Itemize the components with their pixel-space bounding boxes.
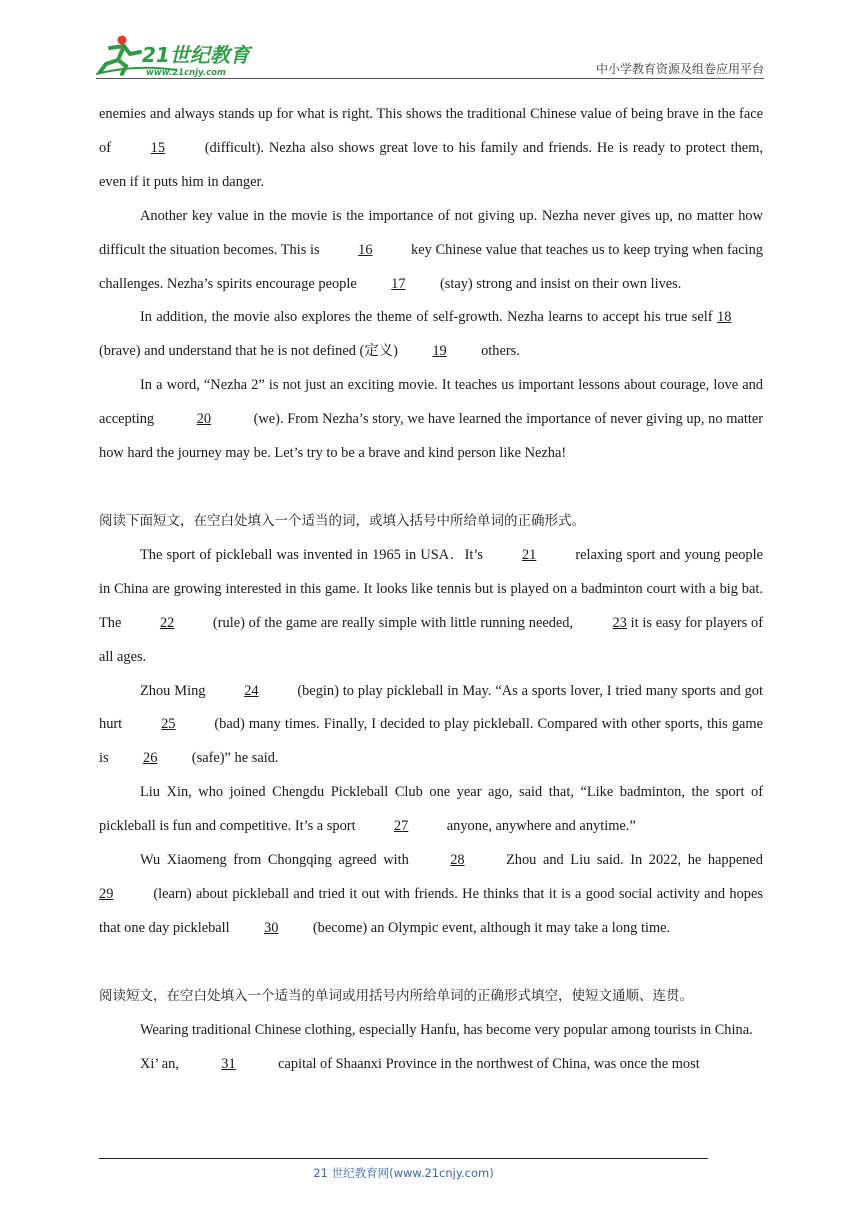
blank-17: 17 xyxy=(391,275,406,292)
blank-29: 29 xyxy=(99,885,114,902)
blank-16: 16 xyxy=(358,241,373,258)
blank-24: 24 xyxy=(244,682,259,699)
footer-divider xyxy=(99,1158,708,1159)
blank-21: 21 xyxy=(521,546,537,563)
paragraph: The sport of pickleball was invented in 1965 in USA．It’s 21 relaxing sport and young people in China are growing interested in this game. It looks like tennis but is played on a badminton court with a big bat. The 22 (rule) of the game are really simple with little running needed, 23 it is easy for players of all ages. xyxy=(99,539,763,675)
paragraph: In a word, “Nezha 2” is not just an exciting movie. It teaches us important lessons about courage, love and accepting 20 (we). From Nezha’s story, we have learned the importance of never giving up, no matter how hard the journey may be. Let’s try to be a brave and kind person like Nezha! xyxy=(99,377,764,462)
paragraph: In addition, the movie also explores the theme of self-growth. Nezha learns to accept his true self 18 (brave) and understand that he is not defined (定义) 19 others. xyxy=(99,301,763,369)
blank-20: 20 xyxy=(196,411,212,428)
page-content xyxy=(99,98,763,1081)
logo-url: www.21cnjy.com xyxy=(146,68,226,78)
blank-30: 30 xyxy=(264,919,279,936)
paragraph: Zhou Ming 24 (begin) to play pickleball in May. “As a sports lover, I tried many sports and got hurt 25 (bad) many times. Finally, I decided to play pickleball. Compared with other sports, this game is 26 (safe)” he said. xyxy=(99,675,763,777)
blank-26: 26 xyxy=(143,750,158,767)
blank-23: 23 xyxy=(612,614,627,631)
footer-text: 21 世纪教育网(www.21cnjy.com) xyxy=(313,1166,494,1180)
paragraph: Wearing traditional Chinese clothing, especially Hanfu, has become very popular among tourists in China. xyxy=(140,1021,753,1038)
page-header xyxy=(96,30,764,78)
instruction: 阅读下面短文，在空白处填入一个适当的词，或填入括号中所给单词的正确形式。 xyxy=(99,512,585,529)
header-divider xyxy=(96,78,764,79)
blank-31: 31 xyxy=(221,1055,236,1072)
blank-25: 25 xyxy=(161,716,176,733)
blank-27: 27 xyxy=(393,818,409,835)
paragraph: Another key value in the movie is the importance of not giving up. Nezha never gives up, no matter how difficult the situation becomes. This is 16 key Chinese value that teaches us to keep trying when facing challenges. Nezha’s spirits encourage people 17 (stay) strong and insist on their own lives. xyxy=(99,200,763,302)
blank-15: 15 xyxy=(150,139,166,156)
paragraph: Liu Xin, who joined Chengdu Pickleball Club one year ago, said that, “Like badminton, the sport of pickleball is fun and competitive. It’s a sport 27 anyone, anywhere and anytime.” xyxy=(99,776,763,844)
instruction: 阅读短文，在空白处填入一个适当的单词或用括号内所给单词的正确形式填空，使短文通顺、连贯。 xyxy=(99,987,693,1004)
paragraph: Xi’ an, 31 capital of Shaanxi Province in the northwest of China, was once the most xyxy=(99,1048,763,1082)
blank-19: 19 xyxy=(432,343,447,360)
blank-22: 22 xyxy=(159,614,175,631)
blank-18: 18 xyxy=(717,309,732,326)
blank-28: 28 xyxy=(450,852,465,869)
paragraph: Wu Xiaomeng from Chongqing agreed with 28 Zhou and Liu said. In 2022, he happened 29 (learn) about pickleball and tried it out with friends. He thinks that it is a good social activity and hopes that one day pickleball 30 (become) an Olympic event, although it may take a long time. xyxy=(99,844,763,946)
platform-name: 中小学教育资源及组卷应用平台 xyxy=(595,62,764,76)
paragraph: enemies and always stands up for what is right. This shows the traditional Chinese value of being brave in the face of 15 (difficult). Nezha also shows great love to his family and friends. He is ready to protect them, even if it puts him in danger. xyxy=(99,106,763,190)
logo xyxy=(96,34,266,78)
logo-text: 21世纪教育 xyxy=(142,43,250,67)
